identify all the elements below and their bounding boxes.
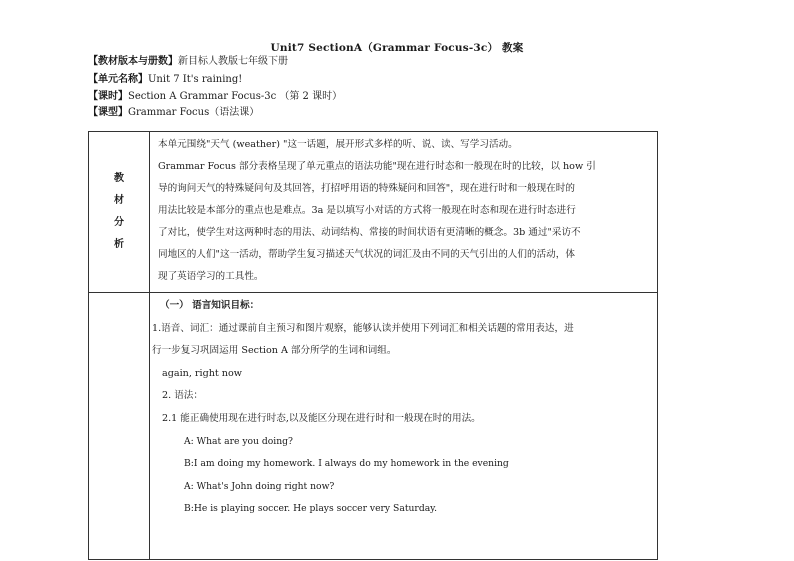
meta-value: Section A Grammar Focus-3c （第 2 课时）	[128, 91, 343, 102]
analysis-label-cell	[89, 132, 150, 293]
dialogue-line: B:I am doing my homework. I always do my homework in the evening	[184, 458, 509, 470]
label-char: 分	[114, 217, 124, 228]
analysis-line: 导的询问天气的特殊疑问句及其回答，打招呼用语的特殊疑问和回答"，现在进行时和一般现在时的	[158, 183, 575, 194]
analysis-line: 用法比较是本部分的重点也是难点。3a 是以填写小对话的方式将一般现在时态和现在进行时态进行	[158, 205, 576, 216]
grammar-heading: 2. 语法：	[162, 390, 203, 402]
document-title: Unit7 SectionA（Grammar Focus-3c） 教案	[270, 42, 524, 54]
vocab-line: 1.语音、词汇：通过课前自主预习和图片观察，能够认读并使用下列词汇和相关话题的常用表达，进	[152, 322, 574, 334]
meta-value: 新目标人教版七年级下册	[178, 56, 288, 67]
analysis-content	[150, 132, 658, 293]
meta-value: Grammar Focus（语法课）	[128, 107, 260, 118]
dialogue-line: A: What are you doing?	[184, 435, 293, 447]
analysis-line: Grammar Focus 部分表格呈现了单元重点的语法功能"现在进行时态和一般现在时的比较，以 how 引	[158, 161, 596, 172]
dialogue-line: A: What's John doing right now?	[184, 480, 335, 492]
label-char: 教	[114, 173, 124, 184]
analysis-line: 现了英语学习的工具性。	[158, 271, 264, 282]
goals-row	[89, 293, 658, 560]
analysis-line: 本单元围绕"天气 (weather) "这一话题，展开形式多样的听、说、读、写学习活动。	[158, 139, 518, 150]
goals-label-cell	[89, 293, 150, 560]
meta-key: 【课时】	[88, 91, 128, 102]
meta-unit-name	[88, 73, 242, 86]
grammar-point: 2.1 能正确使用现在进行时态,以及能区分现在进行时和一般现在时的用法。	[162, 412, 481, 424]
goals-heading: （一） 语言知识目标：	[160, 300, 260, 311]
vocab-line: 行一步复习巩固运用 Section A 部分所学的生词和词组。	[152, 345, 397, 357]
meta-textbook-edition	[88, 55, 288, 68]
goals-content	[150, 293, 658, 560]
meta-lesson-period	[88, 90, 342, 103]
analysis-row	[89, 132, 658, 293]
label-char: 材	[114, 195, 124, 206]
meta-lesson-type	[88, 106, 259, 119]
dialogue-line: B:He is playing soccer. He plays soccer very Saturday.	[184, 503, 438, 515]
analysis-label	[114, 168, 124, 256]
analysis-line: 了对比，使学生对这两种时态的用法、动词结构、常接的时间状语有更清晰的概念。3b 通过"采访不	[158, 227, 581, 238]
meta-key: 【教材版本与册数】	[88, 56, 178, 67]
lesson-plan-table	[88, 131, 658, 560]
meta-key: 【单元名称】	[88, 74, 148, 85]
meta-value: Unit 7 It's raining!	[148, 74, 243, 85]
analysis-line: 同地区的人们"这一活动，帮助学生复习描述天气状况的词汇及由不同的天气引出的人们的活动，体	[158, 249, 575, 260]
label-char: 析	[114, 239, 124, 250]
meta-key: 【课型】	[88, 107, 128, 118]
target-words: again, right now	[162, 367, 242, 379]
